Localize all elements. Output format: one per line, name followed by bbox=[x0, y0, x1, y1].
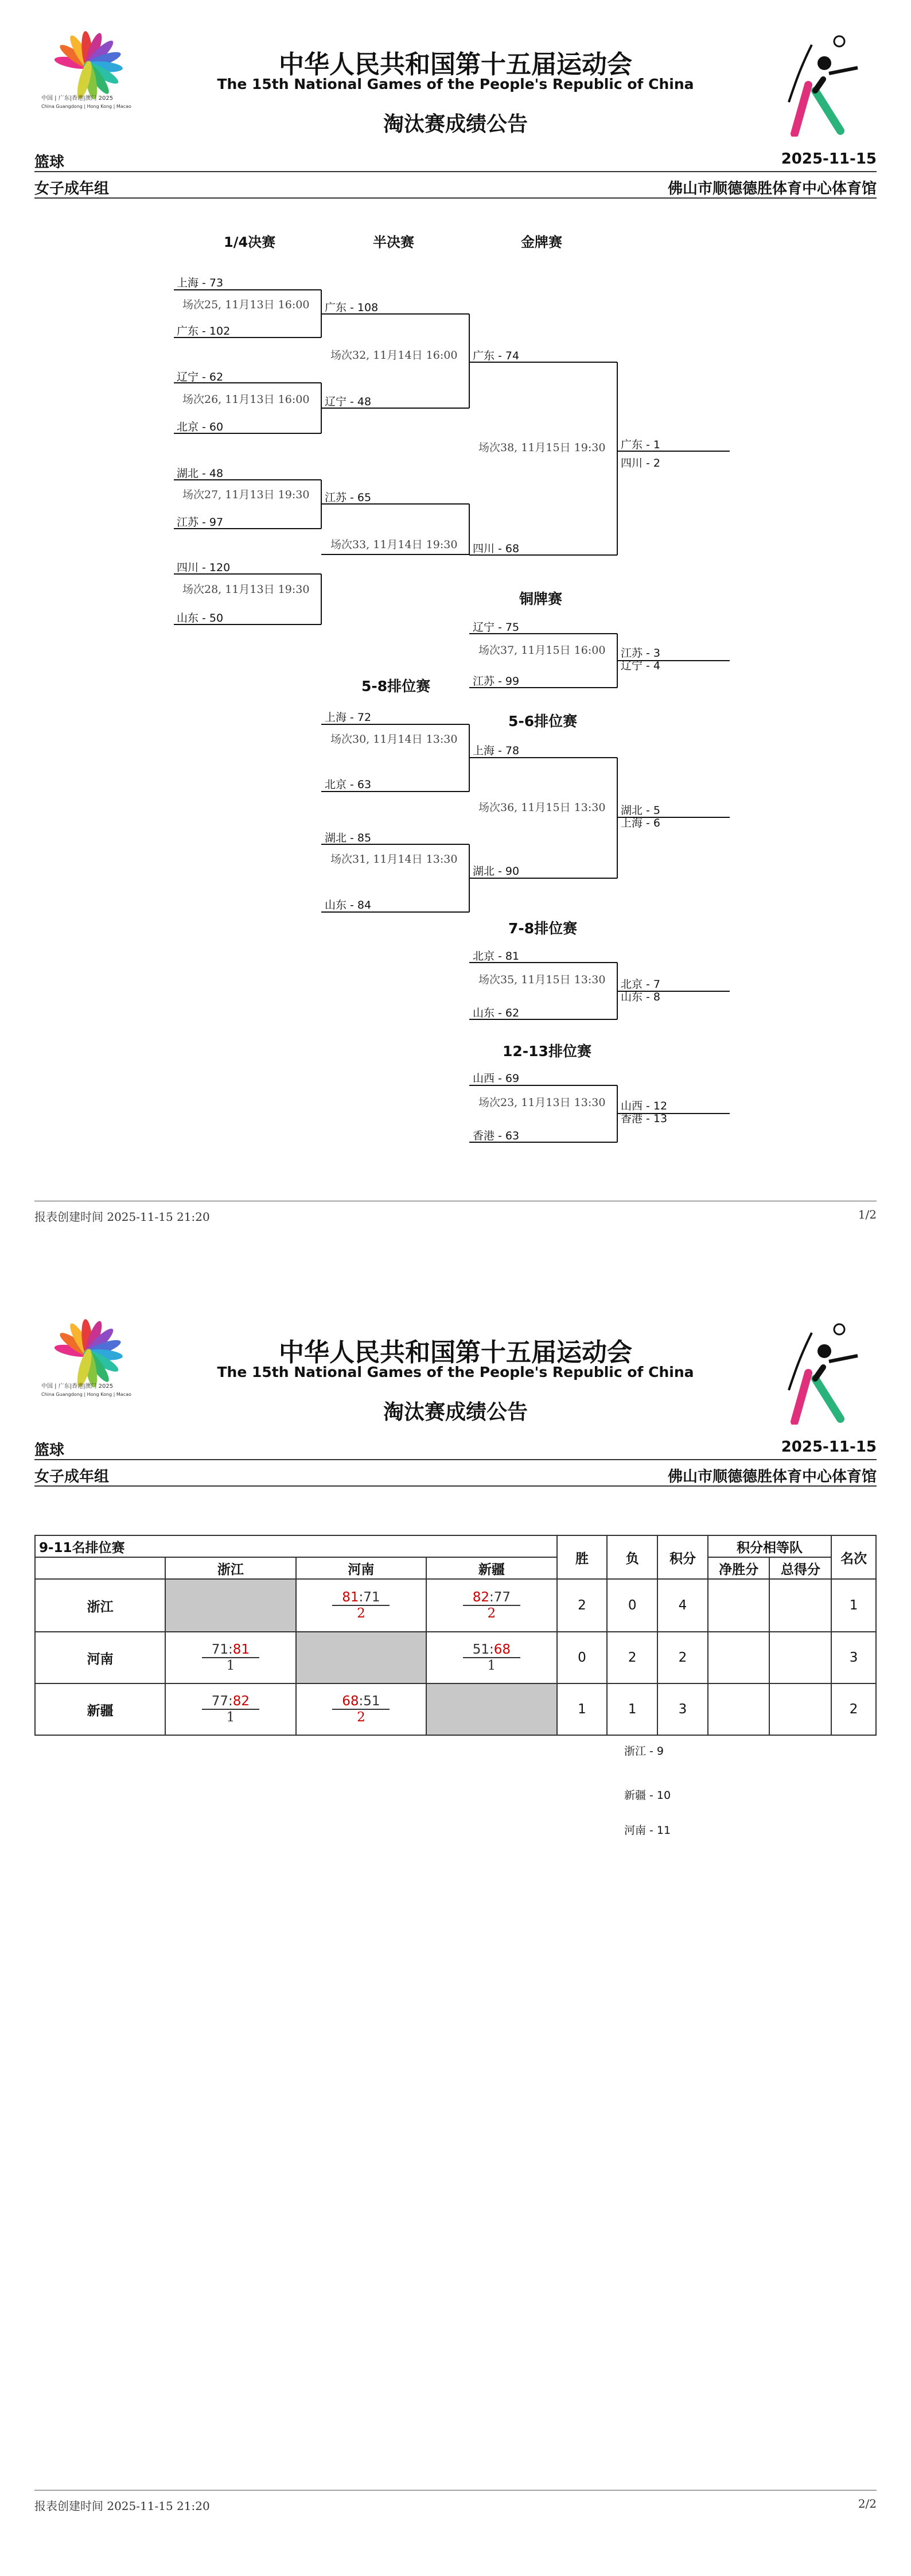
created-timestamp: 报表创建时间 2025-11-15 21:20 bbox=[34, 1210, 210, 1224]
bracket-team: 辽宁 - 75 bbox=[473, 621, 520, 634]
round-heading-quarter: 1/4决赛 bbox=[224, 234, 276, 250]
row-team: 浙江 bbox=[35, 1579, 165, 1632]
match-info: 场次28, 11月13日 19:30 bbox=[182, 583, 310, 596]
rank-cell: 3 bbox=[831, 1632, 876, 1683]
bracket-team: 上海 - 73 bbox=[177, 277, 224, 289]
bracket-team: 广东 - 102 bbox=[177, 325, 231, 337]
bracket-team: 香港 - 63 bbox=[473, 1130, 520, 1142]
self-cell bbox=[296, 1632, 426, 1683]
final-rank: 四川 - 2 bbox=[621, 457, 661, 470]
row-team: 河南 bbox=[35, 1632, 165, 1683]
col-team: 河南 bbox=[296, 1557, 426, 1579]
group-label: 女子成年组 bbox=[34, 1468, 110, 1485]
score-cell: 68:51 2 bbox=[296, 1683, 426, 1735]
bracket-team: 山东 - 62 bbox=[473, 1007, 520, 1019]
col-points: 积分 bbox=[657, 1535, 708, 1579]
match-info: 场次25, 11月13日 16:00 bbox=[182, 298, 310, 311]
page-number: 2/2 bbox=[858, 2497, 877, 2511]
svg-text:China Guangdong | Hong Kong |: China Guangdong | Hong Kong | Macao bbox=[41, 1392, 131, 1397]
final-rank: 广东 - 1 bbox=[621, 439, 661, 451]
final-rank: 香港 - 13 bbox=[621, 1112, 668, 1125]
bracket-team: 湖北 - 85 bbox=[325, 832, 372, 844]
bracket-team: 江苏 - 99 bbox=[473, 675, 520, 688]
bracket-team: 上海 - 78 bbox=[473, 744, 520, 757]
match-info: 场次23, 11月13日 13:30 bbox=[478, 1096, 606, 1109]
match-info: 场次30, 11月14日 13:30 bbox=[330, 733, 458, 746]
svg-text:中国 | 广东|香港|澳门 2025: 中国 | 广东|香港|澳门 2025 bbox=[41, 95, 114, 102]
loss-cell: 2 bbox=[607, 1632, 657, 1683]
col-team: 新疆 bbox=[426, 1557, 556, 1579]
bracket-team: 山东 - 84 bbox=[325, 899, 372, 911]
bracket-team: 四川 - 68 bbox=[473, 542, 520, 555]
match-info: 场次35, 11月15日 13:30 bbox=[478, 973, 606, 986]
report-date: 2025-11-15 bbox=[781, 1438, 877, 1456]
points-cell: 4 bbox=[657, 1579, 708, 1632]
bracket-team: 北京 - 81 bbox=[473, 950, 520, 963]
col-win: 胜 bbox=[557, 1535, 608, 1579]
corner-cell bbox=[35, 1557, 165, 1579]
svg-text:中国 | 广东|香港|澳门 2025: 中国 | 广东|香港|澳门 2025 bbox=[41, 1383, 114, 1390]
rr-final-rank: 新疆 - 10 bbox=[624, 1789, 671, 1802]
rr-final-rank: 浙江 - 9 bbox=[624, 1745, 664, 1758]
bracket-team: 湖北 - 90 bbox=[473, 865, 520, 878]
group-label: 女子成年组 bbox=[34, 180, 110, 197]
final-rank: 辽宁 - 4 bbox=[621, 659, 661, 672]
points-cell: 3 bbox=[657, 1683, 708, 1735]
row-team: 新疆 bbox=[35, 1683, 165, 1735]
venue-label: 佛山市顺德德胜体育中心体育馆 bbox=[667, 180, 877, 197]
bronze-heading: 铜牌赛 bbox=[519, 591, 563, 607]
table-title: 9-11名排位赛 bbox=[35, 1535, 557, 1557]
match-info: 场次31, 11月14日 13:30 bbox=[330, 853, 458, 866]
match-info: 场次27, 11月13日 19:30 bbox=[182, 488, 310, 501]
place1213-heading: 12-13排位赛 bbox=[503, 1043, 591, 1060]
match-info: 场次37, 11月15日 16:00 bbox=[478, 644, 606, 657]
final-rank: 江苏 - 3 bbox=[621, 647, 661, 659]
rank-cell: 1 bbox=[831, 1579, 876, 1632]
score-cell: 77:82 1 bbox=[165, 1683, 295, 1735]
report-date: 2025-11-15 bbox=[781, 150, 877, 168]
venue-label: 佛山市顺德德胜体育中心体育馆 bbox=[667, 1468, 877, 1485]
rr-final-rank: 河南 - 11 bbox=[624, 1824, 671, 1837]
bracket-team: 湖北 - 48 bbox=[177, 467, 224, 480]
loss-cell: 0 bbox=[607, 1579, 657, 1632]
col-team: 浙江 bbox=[165, 1557, 295, 1579]
col-loss: 负 bbox=[607, 1535, 657, 1579]
bracket-team: 四川 - 120 bbox=[177, 561, 231, 574]
match-info: 场次32, 11月14日 16:00 bbox=[330, 349, 458, 362]
round-heading-gold: 金牌赛 bbox=[521, 234, 562, 250]
page-2 bbox=[0, 1288, 911, 2576]
sport-label: 篮球 bbox=[34, 1442, 65, 1459]
final-rank: 北京 - 7 bbox=[621, 978, 661, 991]
score-cell: 71:81 1 bbox=[165, 1632, 295, 1683]
bracket-team: 上海 - 72 bbox=[325, 711, 372, 724]
loss-cell: 1 bbox=[607, 1683, 657, 1735]
match-info: 场次38, 11月15日 19:30 bbox=[478, 441, 606, 454]
win-cell: 0 bbox=[557, 1632, 608, 1683]
final-rank: 湖北 - 5 bbox=[621, 804, 661, 817]
col-net: 净胜分 bbox=[708, 1557, 770, 1579]
bracket-team: 北京 - 60 bbox=[177, 421, 224, 433]
bracket-team: 北京 - 63 bbox=[325, 778, 372, 791]
col-total: 总得分 bbox=[769, 1557, 831, 1579]
points-cell: 2 bbox=[657, 1632, 708, 1683]
match-info: 场次36, 11月15日 13:30 bbox=[478, 801, 606, 814]
report-subtitle: 淘汰赛成绩公告 bbox=[383, 112, 528, 136]
page-title: 中华人民共和国第十五届运动会 bbox=[279, 50, 632, 79]
table-row bbox=[35, 1683, 876, 1735]
self-cell bbox=[165, 1579, 295, 1632]
table-row bbox=[35, 1632, 876, 1683]
score-cell: 82:77 2 bbox=[426, 1579, 556, 1632]
self-cell bbox=[426, 1683, 556, 1735]
final-rank: 上海 - 6 bbox=[621, 817, 661, 829]
bracket-team: 辽宁 - 62 bbox=[177, 371, 224, 383]
bracket-team: 广东 - 108 bbox=[325, 301, 379, 314]
col-tie: 积分相等队 bbox=[708, 1535, 831, 1557]
header-divider bbox=[34, 1459, 877, 1460]
created-timestamp: 报表创建时间 2025-11-15 21:20 bbox=[34, 2499, 210, 2513]
page-number: 1/2 bbox=[858, 1208, 877, 1221]
bracket-team: 广东 - 74 bbox=[473, 350, 520, 362]
rank-cell: 2 bbox=[831, 1683, 876, 1735]
score-cell: 51:68 1 bbox=[426, 1632, 556, 1683]
place78-heading: 7-8排位赛 bbox=[508, 920, 578, 937]
report-subtitle: 淘汰赛成绩公告 bbox=[383, 1400, 528, 1424]
final-rank: 山东 - 8 bbox=[621, 991, 661, 1003]
win-cell: 1 bbox=[557, 1683, 608, 1735]
place56-heading: 5-6排位赛 bbox=[508, 713, 578, 730]
bracket-team: 山东 - 50 bbox=[177, 612, 224, 624]
bracket-team: 江苏 - 65 bbox=[325, 491, 372, 504]
place58-heading: 5-8排位赛 bbox=[361, 678, 431, 695]
bracket-team: 山西 - 69 bbox=[473, 1072, 520, 1085]
page-title: 中华人民共和国第十五届运动会 bbox=[279, 1338, 632, 1367]
page-title-english: The 15th National Games of the People's Republic of China bbox=[217, 1364, 694, 1380]
table-row bbox=[35, 1579, 876, 1632]
header-divider bbox=[34, 1485, 877, 1487]
svg-text:China Guangdong | Hong Kong |: China Guangdong | Hong Kong | Macao bbox=[41, 104, 131, 109]
match-info-semi2: 场次33, 11月14日 19:30 bbox=[330, 538, 458, 551]
win-cell: 2 bbox=[557, 1579, 608, 1632]
bracket-team: 江苏 - 97 bbox=[177, 516, 224, 529]
round-robin-table bbox=[34, 1535, 877, 1736]
score-cell: 81:71 2 bbox=[296, 1579, 426, 1632]
sport-label: 篮球 bbox=[34, 154, 65, 171]
col-rank: 名次 bbox=[831, 1535, 876, 1579]
round-heading-semi: 半决赛 bbox=[373, 234, 414, 250]
final-rank: 山西 - 12 bbox=[621, 1100, 668, 1112]
page-title-english: The 15th National Games of the People's Republic of China bbox=[217, 76, 694, 92]
match-info: 场次26, 11月13日 16:00 bbox=[182, 393, 310, 406]
bracket-team: 辽宁 - 48 bbox=[325, 395, 372, 408]
